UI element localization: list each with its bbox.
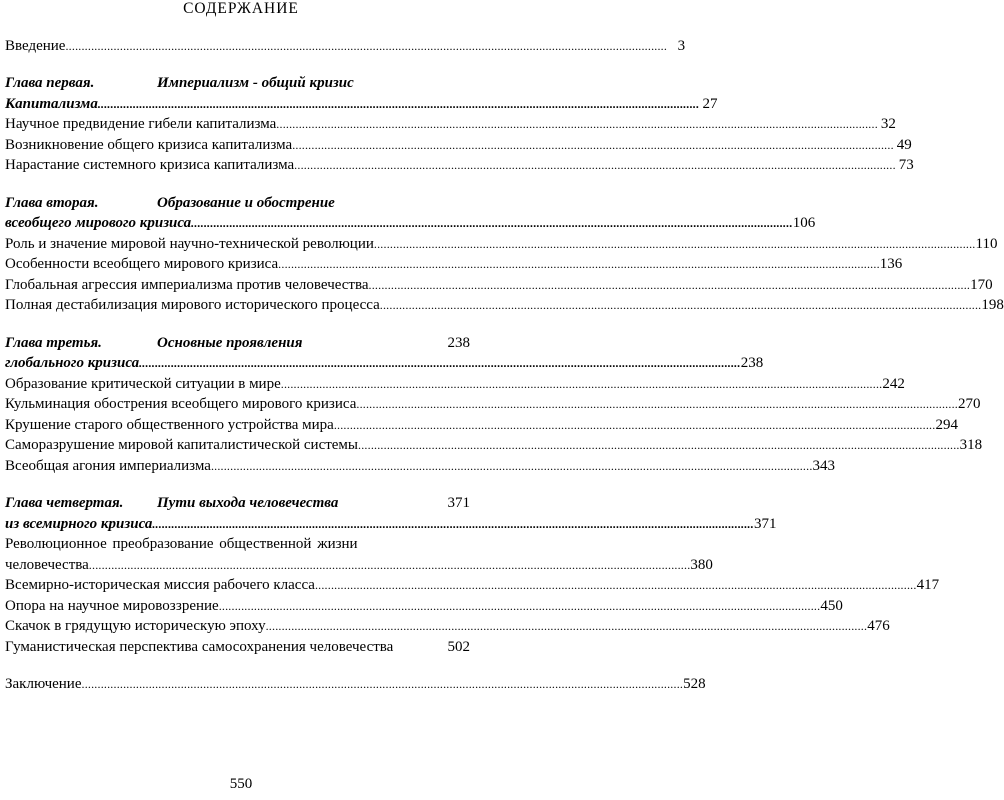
chapter-4-heading[interactable] — [5, 492, 470, 513]
toc-entry[interactable] — [5, 372, 905, 393]
chapter-1-title[interactable] — [5, 92, 718, 113]
toc-entry-page: 27 — [702, 95, 718, 112]
dot-leader: ............................................................................................................................................................................................ — [139, 356, 741, 370]
dot-leader: ............................................................................................................................................................................................ — [356, 397, 958, 411]
toc-entry-page: 238 — [447, 334, 470, 351]
chapter-title-line-2: всеобщего мирового кризиса — [5, 215, 192, 231]
toc-entry-page: 270 — [957, 396, 981, 412]
toc-entry-page: 343 — [812, 457, 836, 474]
dot-leader: ............................................................................................................................................................................................ — [276, 117, 878, 131]
toc-entry-label: Особенности всеобщего мирового кризиса — [5, 256, 279, 272]
chapter-title-line-2: Капитализма — [5, 95, 98, 112]
toc-entry-page: 110 — [975, 235, 998, 252]
chapter-title-line-1: Империализм - общий кризис — [157, 75, 354, 91]
toc-entry-label: Введение — [5, 37, 66, 54]
toc-entry-page: 3 — [677, 37, 686, 54]
toc-entry[interactable] — [5, 615, 890, 636]
toc-entry-page: 198 — [981, 297, 1004, 313]
toc-entry-intro[interactable] — [5, 34, 686, 55]
page-title: СОДЕРЖАНИЕ — [183, 0, 299, 17]
dot-leader: ............................................................................................................................................................................................ — [265, 619, 868, 633]
toc-entry-first-line[interactable]: Революционное преобразование общественной жизни — [5, 536, 358, 552]
chapter-3-heading[interactable] — [5, 331, 470, 352]
dot-leader: ............................................................................................................................................................................................ — [292, 137, 894, 152]
chapter-title-line-1: Образование и обострение — [157, 194, 335, 211]
dot-leader: ............................................................................................................................................................................................ — [333, 417, 936, 432]
toc-entry-page: 417 — [916, 577, 940, 593]
dot-leader: ............................................................................................................................................................................................ — [191, 216, 793, 230]
toc-entry-page: 49 — [896, 136, 912, 153]
toc-entry[interactable] — [5, 232, 998, 253]
toc-entry[interactable] — [5, 154, 914, 175]
toc-entry-page: 294 — [935, 416, 958, 433]
dot-leader: ............................................................................................................................................................................................ — [294, 158, 896, 172]
page-number: 550 — [229, 776, 253, 792]
chapter-1-heading[interactable] — [5, 72, 470, 93]
toc-entry-page: 106 — [792, 215, 816, 231]
toc-entry-label: Саморазрушение мировой капиталистической системы — [5, 437, 359, 453]
toc-entry-label: Образование критической ситуации в мире — [5, 375, 281, 392]
toc-entry[interactable] — [5, 434, 983, 455]
toc-entry-label: Всемирно-историческая миссия рабочего класса — [5, 577, 315, 593]
toc-entry-page: 318 — [959, 437, 983, 453]
toc-entry-page: 476 — [867, 618, 890, 634]
toc-entry-page: 502 — [447, 638, 470, 655]
toc-entry-page: 371 — [753, 515, 777, 532]
toc-entry[interactable] — [5, 454, 836, 475]
dot-leader: ............................................................................................................................................................................................ — [358, 438, 960, 452]
toc-entry-label: Скачок в грядущую историческую эпоху — [5, 618, 266, 634]
toc-entry[interactable] — [5, 553, 713, 574]
toc-entry-label: Возникновение общего кризиса капитализма — [5, 136, 293, 153]
dot-leader: ............................................................................................................................................................................................ — [314, 578, 917, 592]
dot-leader: ............................................................................................................................................................................................ — [218, 598, 821, 613]
toc-entry[interactable] — [5, 594, 843, 615]
dot-leader: ............................................................................................................................................................................................ — [373, 236, 976, 251]
dot-leader: ............................................................................................................................................................................................ — [97, 96, 700, 111]
dot-leader: ............................................................................................................................................................................................ — [379, 298, 982, 312]
toc-entry-conclusion[interactable] — [5, 673, 706, 694]
dot-leader: ............................................................................................................................................................................................ — [278, 257, 880, 271]
toc-entry[interactable] — [5, 294, 1004, 315]
chapter-2-heading[interactable] — [5, 191, 470, 212]
chapter-title-line-1: Основные проявления — [157, 334, 303, 351]
toc-entry[interactable] — [5, 133, 912, 154]
toc-entry-label: человечества — [5, 556, 89, 573]
toc-entry[interactable] — [5, 253, 903, 274]
toc-entry-page: 170 — [970, 276, 993, 293]
chapter-title-line-2: из всемирного кризиса — [5, 515, 153, 532]
toc-entry-page: 136 — [879, 256, 903, 272]
toc-entry-label: Гуманистическая перспектива самосохранения человечества — [5, 638, 394, 655]
toc-entry[interactable] — [5, 113, 896, 134]
chapter-number: Глава четвертая. — [5, 495, 124, 511]
chapter-4-title[interactable] — [5, 512, 777, 533]
dot-leader: ............................................................................................................................................................................................ — [81, 677, 684, 691]
toc-entry-page: 528 — [683, 676, 706, 692]
dot-leader: ............................................................................................................................................................................................ — [280, 376, 883, 391]
toc-entry[interactable] — [5, 574, 940, 595]
chapter-2-title[interactable] — [5, 212, 816, 233]
toc-entry-page: 73 — [898, 157, 914, 173]
toc-entry[interactable] — [5, 635, 470, 656]
toc-entry-label: Кульминация обострения всеобщего мирового кризиса — [5, 396, 357, 412]
toc-entry-page: 238 — [740, 355, 764, 371]
dot-leader: ............................................................................................................................................................................................ — [368, 277, 971, 292]
toc-entry[interactable] — [5, 393, 981, 414]
table-of-contents — [5, 34, 1004, 693]
toc-entry-label: Крушение старого общественного устройства мира — [5, 416, 334, 433]
toc-entry-label: Глобальная агрессия империализма против человечества — [5, 276, 369, 293]
toc-entry[interactable] — [5, 273, 993, 294]
toc-entry-label: Полная дестабилизация мирового исторического процесса — [5, 297, 380, 313]
chapter-title-line-1: Пути выхода человечества — [157, 495, 339, 511]
chapter-title-line-2: глобального кризиса — [5, 355, 140, 371]
dot-leader: ............................................................................................................................................................................................ — [88, 557, 691, 572]
toc-entry[interactable] — [5, 413, 958, 434]
dot-leader: ............................................................................................................................................................................................ — [152, 516, 754, 531]
chapter-number: Глава третья. — [5, 334, 102, 351]
toc-entry-label: Нарастание системного кризиса капитализма — [5, 157, 295, 173]
chapter-number: Глава первая. — [5, 75, 95, 91]
toc-entry-page: 380 — [690, 556, 713, 573]
toc-entry-label: Роль и значение мировой научно-технической революции — [5, 235, 374, 252]
toc-entry-label: Всеобщая агония империализма — [5, 457, 211, 474]
toc-entry-page: 371 — [447, 495, 470, 511]
toc-entry-label: Научное предвидение гибели капитализма — [5, 116, 277, 132]
toc-entry-page: 242 — [882, 375, 905, 392]
dot-leader: ............................................................................................................................................................................................ — [65, 38, 668, 53]
toc-entry-page: 450 — [820, 597, 843, 614]
toc-entry-label: Заключение — [5, 676, 82, 692]
toc-entry-label: Опора на научное мировоззрение — [5, 597, 219, 614]
dot-leader: ............................................................................................................................................................................................ — [210, 458, 813, 473]
toc-entry-page: 32 — [880, 116, 896, 132]
chapter-number: Глава вторая. — [5, 194, 99, 211]
chapter-3-title[interactable] — [5, 352, 764, 373]
